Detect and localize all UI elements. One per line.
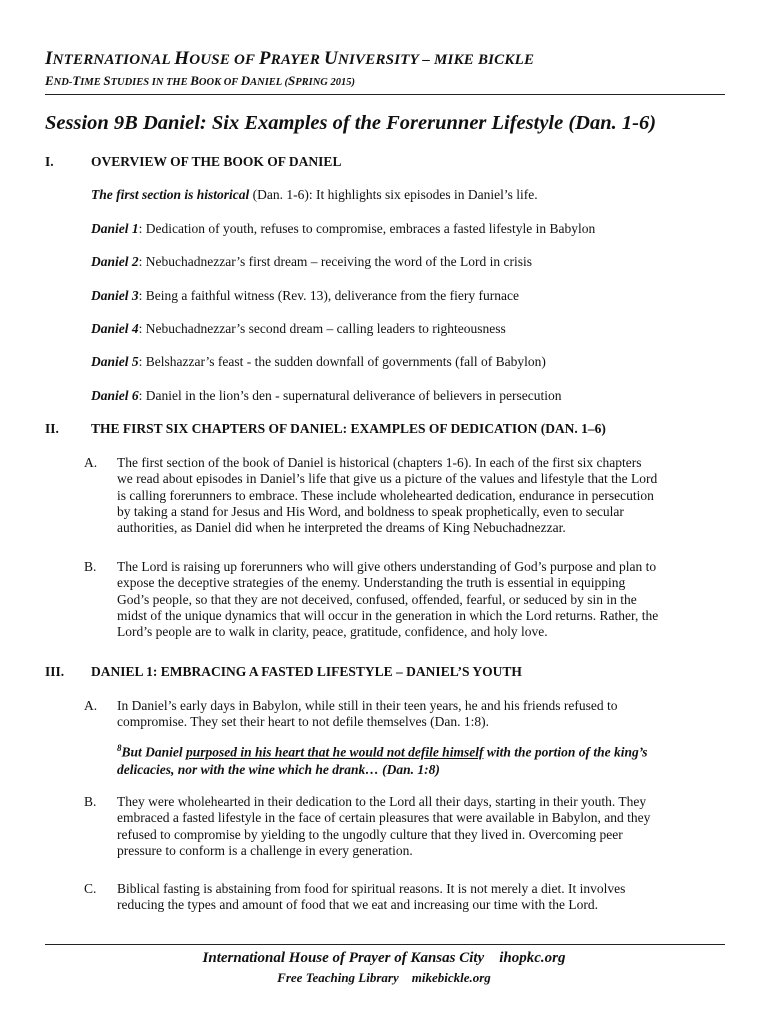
footer-organization: International House of Prayer of Kansas City ihopkc.org <box>202 950 566 966</box>
header-divider <box>45 94 725 95</box>
point-letter: C. <box>84 881 97 896</box>
section-heading: THE FIRST SIX CHAPTERS OF DANIEL: EXAMPLES OF DEDICATION (DAN. 1–6) <box>91 421 606 436</box>
organization-header: INTERNATIONAL HOUSE OF PRAYER UNIVERSITY – MIKE BICKLE <box>45 48 535 69</box>
section-number: III. <box>45 664 65 679</box>
author-name: – MIKE BICKLE <box>418 52 535 68</box>
point-letter: B. <box>84 559 97 574</box>
paragraph: In Daniel’s early days in Babylon, while still in their teen years, he and his friends refused to compromise. They set their heart to not defile themselves (Dan. 1:8). <box>117 698 618 730</box>
series-subtitle: END-TIME STUDIES IN THE BOOK OF DANIEL (SPRING 2015) <box>45 73 355 88</box>
point-letter: A. <box>84 698 98 713</box>
paragraph: They were wholehearted in their dedication to the Lord all their days, starting in their youth. They embraced a fasted lifestyle in the face of certain pleasures that were available in Babylon, and they refused to compromise by yielding to the ungodly culture that they lived in. Overcoming peer pressure to conform is a challenge in every generation. <box>117 794 651 858</box>
overview-item: Daniel 1: Dedication of youth, refuses to compromise, embraces a fasted lifestyle in Babylon <box>91 221 596 236</box>
paragraph: Biblical fasting is abstaining from food for spiritual reasons. It is not merely a diet. It involves reducing the types and amount of food that we eat and increasing our time with the Lord. <box>117 881 626 913</box>
overview-item: Daniel 4: Nebuchadnezzar’s second dream – calling leaders to righteousness <box>91 321 506 336</box>
overview-item: Daniel 2: Nebuchadnezzar’s first dream – receiving the word of the Lord in crisis <box>91 254 532 269</box>
overview-intro: The first section is historical (Dan. 1-6): It highlights six episodes in Daniel’s life. <box>91 187 538 202</box>
point-letter: B. <box>84 794 97 809</box>
scripture-quote: $^8$But Daniel purposed in his heart that he would not defile himself with the portion of the king’s delicacies, nor with the wine which he drank… (Dan. 1:8) <box>117 743 648 777</box>
paragraph: The first section of the book of Daniel is historical (chapters 1-6). In each of the first six chapters we read about episodes in Daniel’s life that give us a picture of the values and lifestyle that the Lord is calling forerunners to embrace. These include wholehearted dedication, endurance in persecution by taking a stand for Jesus and His Word, and boldness to speak prophetically, even to secular authorities, as Daniel did when he interpreted the dreams of King Nebuchadnezzar. <box>117 455 658 536</box>
section-number: II. <box>45 421 59 436</box>
overview-item: Daniel 5: Belshazzar’s feast - the sudden downfall of governments (fall of Babylon) <box>91 354 546 369</box>
session-title: Session 9B Daniel: Six Examples of the Forerunner Lifestyle (Dan. 1-6) <box>45 112 657 134</box>
verse-number: 8 <box>117 743 122 753</box>
footer-library: Free Teaching Library mikebickle.org <box>277 970 491 985</box>
footer-divider <box>45 944 725 945</box>
section-number: I. <box>45 154 54 169</box>
section-heading: OVERVIEW OF THE BOOK OF DANIEL <box>91 154 342 169</box>
overview-item: Daniel 6: Daniel in the lion’s den - supernatural deliverance of believers in persecution <box>91 388 562 403</box>
paragraph: The Lord is raising up forerunners who will give others understanding of God’s purpose and plan to expose the deceptive strategies of the enemy. Understanding the truth is essential in equipping God’s people, so that they are not deceived, confused, offended, fearful, or seduced by sin in the midst of the unique dynamics that will occur in the generation in which the Lord returns. Rather, the Lord’s people are to walk in clarity, peace, gratitude, confidence, and holy love. <box>117 559 659 640</box>
overview-item: Daniel 3: Being a faithful witness (Rev. 13), deliverance from the fiery furnace <box>91 288 519 303</box>
section-heading: DANIEL 1: EMBRACING A FASTED LIFESTYLE – DANIEL’S YOUTH <box>91 664 522 679</box>
point-letter: A. <box>84 455 98 470</box>
